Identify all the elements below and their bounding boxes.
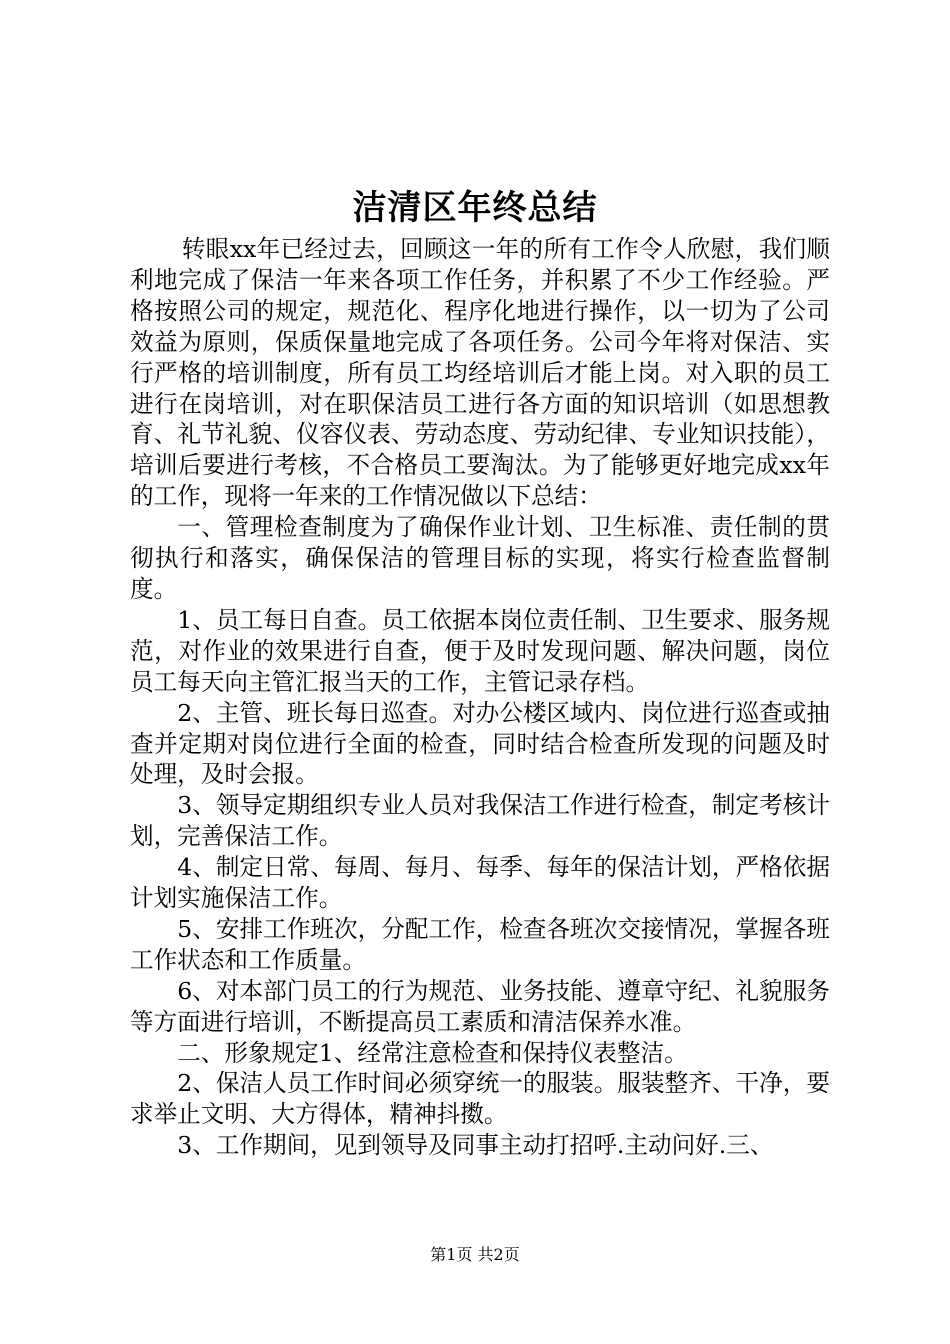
paragraph-item-2-3: 3、工作期间，见到领导及同事主动打招呼.主动问好.三、	[177, 1131, 774, 1160]
paragraph-item-2: 2、主管、班长每日巡查。对办公楼区域内、岗位进行巡查或抽查并定期对岗位进行全面的检查，同时结合检查所发现的问题及时处理，及时会报。	[130, 698, 830, 789]
paragraph-item-2-2: 2、保洁人员工作时间必须穿统一的服装。服装整齐、干净，要求举止文明、大方得体，精神抖擞。	[130, 1069, 830, 1129]
document-title: 洁清区年终总结	[352, 188, 598, 228]
paragraph-section-2: 二、形象规定1、经常注意检查和保持仪表整洁。	[177, 1038, 688, 1067]
paragraph-item-4: 4、制定日常、每周、每月、每季、每年的保洁计划，严格依据计划实施保洁工作。	[130, 853, 830, 913]
document-body	[130, 234, 830, 1161]
paragraph-item-5: 5、安排工作班次，分配工作，检查各班次交接情况，掌握各班工作状态和工作质量。	[130, 914, 830, 974]
paragraph-intro: 转眼xx年已经过去，回顾这一年的所有工作令人欣慰，我们顺利地完成了保洁一年来各项工作任务，并积累了不少工作经验。严格按照公司的规定，规范化、程序化地进行操作，以一切为了公司效益为原则，保质保量地完成了各项任务。公司今年将对保洁、实行严格的培训制度，所有员工均经培训后才能上岗。对入职的员工进行在岗培训，对在职保洁员工进行各方面的知识培训（如思想教育、礼节礼貌、仪容仪表、劳动态度、劳动纪律、专业知识技能），培训后要进行考核，不合格员工要淘汰。为了能够更好地完成xx年的工作，现将一年来的工作情况做以下总结：	[130, 235, 830, 511]
paragraph-item-3: 3、领导定期组织专业人员对我保洁工作进行检查，制定考核计划，完善保洁工作。	[130, 791, 830, 851]
paragraph-item-6: 6、对本部门员工的行为规范、业务技能、遵章守纪、礼貌服务等方面进行培训，不断提高员工素质和清洁保养水准。	[130, 976, 830, 1036]
paragraph-item-1: 1、员工每日自查。员工依据本岗位责任制、卫生要求、服务规范，对作业的效果进行自查，便于及时发现问题、解决问题，岗位员工每天向主管汇报当天的工作，主管记录存档。	[130, 605, 830, 696]
page-number-footer: 第1页 共2页	[430, 1245, 520, 1264]
paragraph-section-1: 一、管理检查制度为了确保作业计划、卫生标准、责任制的贯彻执行和落实，确保保洁的管理目标的实现，将实行检查监督制度。	[130, 513, 830, 603]
